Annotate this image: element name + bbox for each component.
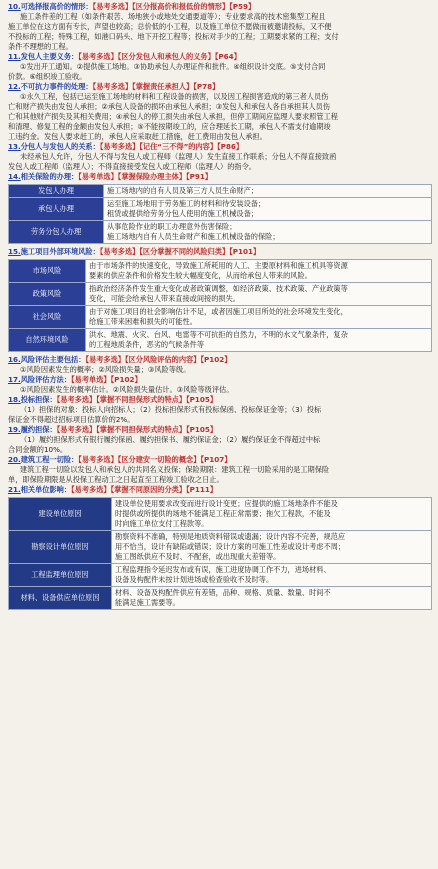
paragraph-line: 合同金额的10%。	[8, 445, 68, 454]
insurance-table	[8, 184, 432, 244]
table-row	[9, 185, 432, 198]
paragraph-line: ①风险因素发生的概率；②风险损失量；③风险等级。	[20, 365, 191, 374]
section-heading: 15.施工项目外部环境风险：【易考多选】【区分掌握不同的风险归类】【P101】	[8, 247, 261, 256]
row-label: 承包人办理	[9, 198, 104, 221]
paragraph-line: 施工单位在这方面有专长，声望也较高；总价低的小工程，以及施工单位不愿做而被邀请投标，又不便	[8, 22, 332, 31]
row-text: 由于市场条件的快速变化，导致施工所耗用的人工、主要原材料和施工机具等资源 要素的供应条件和价格发生较大幅度变化，从而给承包人带来的风险。	[86, 260, 432, 283]
section-21	[8, 485, 432, 610]
paragraph-line: （1）履约担保形式有银行履约保函、履约担保书、履约保证金；（2）履约保证金不得超过中标	[20, 435, 321, 444]
paragraph-line: 保证金不得超过招标项目估算价的2%。	[8, 415, 135, 424]
section-16	[8, 355, 432, 375]
row-text: 运至施工场地用于劳务施工的材料和待安装设备； 租赁或提供给劳务分包人使用的施工机械设备；	[104, 198, 432, 221]
section-heading: 12.不可抗力事件的处理：【易考多选】【掌握责任承担人】【P78】	[8, 82, 220, 91]
section-14	[8, 172, 432, 244]
row-label: 社会风险	[9, 306, 86, 329]
paragraph-line: （1）担保的对象：投标人向招标人；（2）投标担保形式有投标保函、投标保证金等；（3）投标	[20, 405, 322, 414]
paragraph-line: 发包人或工程师（监理人）；不得直接接受发包人或工程师（监理人）的指令。	[8, 162, 256, 171]
paragraph-line: 施工条件差的工程（如条件艰苦、场地狭小或地处交通要道等）；专业要求高的技术密集型工程且	[20, 12, 326, 21]
section-17	[8, 375, 432, 395]
section-12	[8, 82, 432, 142]
row-label: 勘察设计单位原因	[9, 531, 112, 564]
section-heading: 19.履约担保：【易考多选】【掌握不同担保形式的特点】【P105】	[8, 425, 218, 434]
delay-cause-table	[8, 497, 432, 610]
row-text: 勘察资料不准确，特别是地质资料错误或遗漏；设计内容不完善，规范应 用不恰当，设计有缺陷或错误；设计方案的可施工性差或设计考虑不周； 施工图纸供应不及时、不配套，或出现重大差错等。	[112, 531, 432, 564]
paragraph-line: ①风险因素发生的概率估计。②风险损失量估计。③风险等级评估。	[20, 385, 234, 394]
section-10	[8, 2, 432, 52]
section-13	[8, 142, 432, 172]
row-text: 材料、设备及构配件供应有差错，品种、规格、质量、数量、时间不 能满足施工需要等。	[112, 587, 432, 610]
section-heading: 11.发包人主要义务：【易考多选】【区分发包人和承包人的义务】【P64】	[8, 52, 241, 61]
row-text: 施工场地内的自有人员及第三方人员生命财产；	[104, 185, 432, 198]
risk-table	[8, 259, 432, 352]
row-label: 政策风险	[9, 283, 86, 306]
table-row	[9, 260, 432, 283]
section-heading: 16.风险评估主要包括：【易考多选】【区分风险评估的内容】【P102】	[8, 355, 232, 364]
section-20	[8, 455, 432, 485]
table-row	[9, 498, 432, 531]
table-row	[9, 306, 432, 329]
paragraph-line: ①永久工程，包括已运至施工场地的材料和工程设备的损害，以及因工程损害造成的第三者人员伤	[20, 92, 329, 101]
row-label: 工程监理单位原因	[9, 564, 112, 587]
table-row	[9, 221, 432, 244]
table-row	[9, 329, 432, 352]
row-text: 由于对施工项目的社会影响估计不足，或者因施工项目所处的社会环境发生变化， 给施工带来困难和损失的可能性。	[86, 306, 432, 329]
section-heading: 10.可选择报高价的情形：【易考多选】【区分报高价和报低价的情形】【P59】	[8, 2, 256, 11]
row-label: 市场风险	[9, 260, 86, 283]
paragraph-line: ①发出开工通知。②提供施工场地。③协助承包人办理证件和批件。④组织设计交底。⑤支付合同	[20, 62, 326, 71]
paragraph-line: 亡和其他财产损失及其相关费用；④承包人的停工损失由承包人承担，但停工期间应监理人要求照管工程	[8, 112, 338, 121]
paragraph-line: 建筑工程一切险以发包人和承包人的共同名义投保；保险期限：建筑工程一切险采用的是工期保险	[20, 465, 330, 474]
section-heading: 13.分包人与发包人的关系：【易考多选】【记住“三不得”的内容】【P86】	[8, 142, 244, 151]
paragraph-line: 不投标的工程；特殊工程，如港口码头、地下开挖工程等；投标对手少的工程；工期要求紧的工程；支付	[8, 32, 339, 41]
section-15	[8, 247, 432, 352]
section-heading: 18.投标担保：【易考多选】【掌握不同担保形式的特点】【P105】	[8, 395, 218, 404]
paragraph-line: 工违约金。发包人要求赶工的，承包人应采取赶工措施，赶工费用由发包人承担。	[8, 132, 267, 141]
paragraph-line: 亡和财产损失由发包人承担；②承包人设备的损坏由承包人承担；③发包人和承包人各自承担其人员伤	[8, 102, 330, 111]
row-text: 指政治经济条件发生重大变化或者政策调整，如经济政策、技术政策、产业政策等 变化，可能会给承包人带来直接或间接的损失。	[86, 283, 432, 306]
paragraph-line: 未经承包人允许，分包人不得与发包人或工程师（监理人）发生直接工作联系；分包人不得直接致函	[20, 152, 337, 161]
row-text: 建设单位使用要求改变而进行设计变更；应提供的施工场地条件不能及 时提供或所提供的场地不能满足工程正常需要；拖欠工程款，不能及 时向施工单位支付工程款等。	[112, 498, 432, 531]
table-row	[9, 198, 432, 221]
paragraph-line: 单，即保险期限是从投保工程动工之日起直至工程竣工验收之日止。	[8, 475, 224, 484]
row-text: 洪水、地震、火灾、台风、电雷等不可抗拒的自然力，不明的水文气象条件，复杂 的工程地质条件，恶劣的气候条件等	[86, 329, 432, 352]
row-label: 材料、设备供应单位原因	[9, 587, 112, 610]
section-heading: 17.风险评估方法：【易考单选】【P102】	[8, 375, 142, 384]
section-19	[8, 425, 432, 455]
table-row	[9, 564, 432, 587]
table-row	[9, 531, 432, 564]
section-18	[8, 395, 432, 425]
row-text: 从事危险作业的职工办理意外伤害保险； 施工场地内自有人员生命财产和施工机械设备的保险；	[104, 221, 432, 244]
section-heading: 20.建筑工程一切险：【易考多选】【区分建安一切险的概念】【P107】	[8, 455, 232, 464]
row-text: 工程监理指令延迟发布或有误，施工进度协调工作不力，进场材料、 设备及构配件未按计划进场或检查验收不及时等。	[112, 564, 432, 587]
paragraph-line: 价款。⑥组织竣工验收。	[8, 72, 87, 81]
section-11	[8, 52, 432, 82]
row-label: 建设单位原因	[9, 498, 112, 531]
table-row	[9, 283, 432, 306]
paragraph-line: 条件不理想的工程。	[8, 42, 73, 51]
section-heading: 21.相关单位影响：【易考多选】【掌握不同原因的分类】【P111】	[8, 485, 218, 494]
row-label: 劳务分包人办理	[9, 221, 104, 244]
row-label: 自然环境风险	[9, 329, 86, 352]
paragraph-line: 和清理、修复工程的金额由发包人承担；⑤不能按期竣工的，应合理延长工期，承包人不需支付逾期竣	[8, 122, 331, 131]
row-label: 发包人办理	[9, 185, 104, 198]
table-row	[9, 587, 432, 610]
section-heading: 14.相关保险的办理：【易考单选】【掌握保险办理主体】【P91】	[8, 172, 213, 181]
